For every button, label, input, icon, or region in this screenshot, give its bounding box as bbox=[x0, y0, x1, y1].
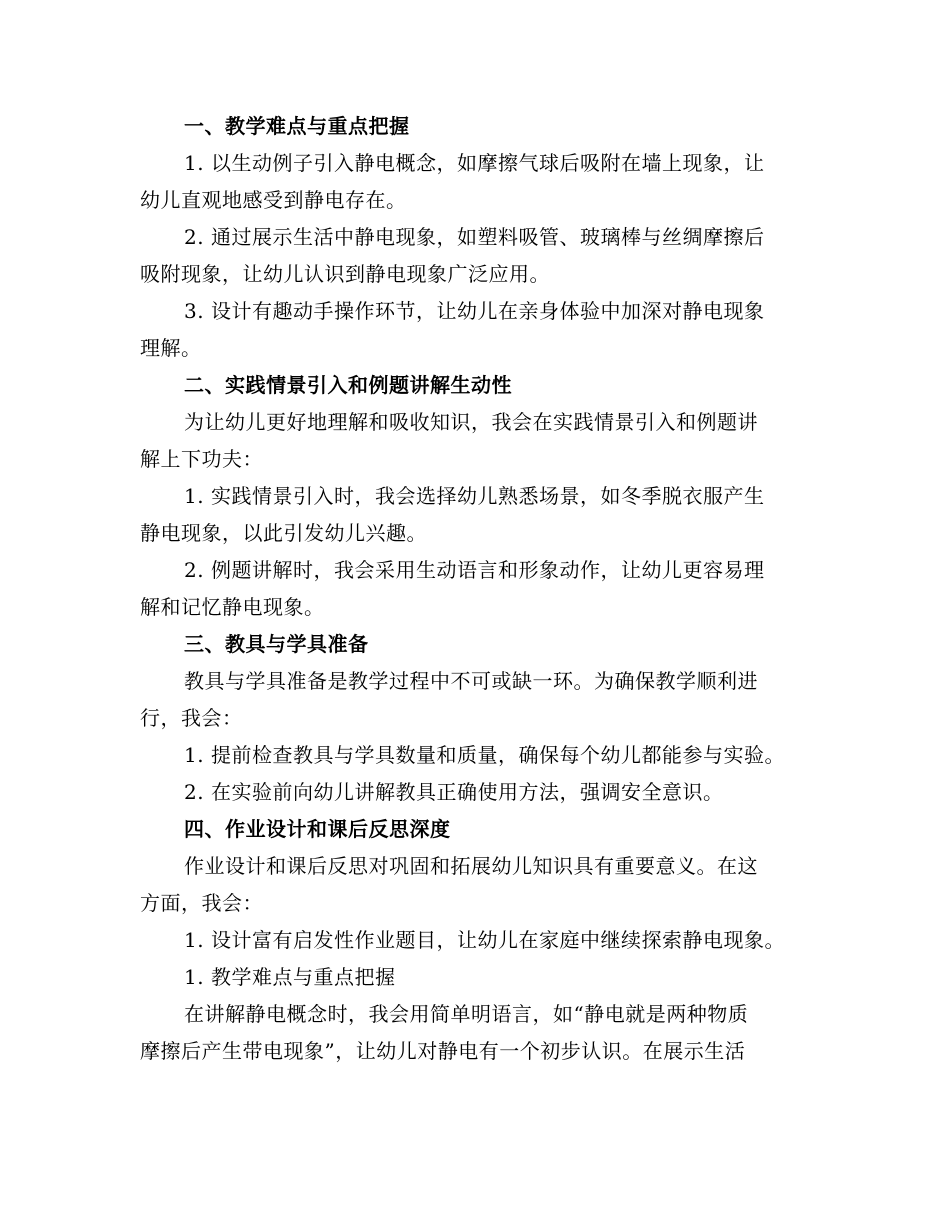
section-heading: 三、教具与学具准备 bbox=[184, 632, 369, 656]
section-heading: 一、教学难点与重点把握 bbox=[184, 114, 410, 138]
paragraph-line: 行，我会： bbox=[140, 706, 243, 730]
paragraph-line: 教具与学具准备是教学过程中不可或缺一环。为确保教学顺利进 bbox=[184, 669, 758, 693]
paragraph-line: 2. 通过展示生活中静电现象，如塑料吸管、玻璃棒与丝绸摩擦后 bbox=[184, 225, 765, 249]
section-heading: 四、作业设计和课后反思深度 bbox=[184, 817, 451, 841]
document-body bbox=[140, 108, 820, 1070]
paragraph-line: 1. 提前检查教具与学具数量和质量，确保每个幼儿都能参与实验。 bbox=[184, 743, 785, 767]
paragraph-line: 解和记忆静电现象。 bbox=[140, 595, 325, 619]
paragraph-line: 幼儿直观地感受到静电存在。 bbox=[140, 188, 407, 212]
paragraph-line: 1. 以生动例子引入静电概念，如摩擦气球后吸附在墙上现象，让 bbox=[184, 151, 765, 175]
paragraph-line: 理解。 bbox=[140, 336, 202, 360]
paragraph-line: 2. 在实验前向幼儿讲解教具正确使用方法，强调安全意识。 bbox=[184, 780, 724, 804]
paragraph-line: 吸附现象，让幼儿认识到静电现象广泛应用。 bbox=[140, 262, 550, 286]
paragraph-line: 在讲解静电概念时，我会用简单明语言，如“静电就是两种物质 bbox=[184, 1002, 749, 1026]
paragraph-line: 1. 教学难点与重点把握 bbox=[184, 965, 396, 989]
paragraph-line: 2. 例题讲解时，我会采用生动语言和形象动作，让幼儿更容易理 bbox=[184, 558, 765, 582]
paragraph-line: 作业设计和课后反思对巩固和拓展幼儿知识具有重要意义。在这 bbox=[184, 854, 758, 878]
paragraph-line: 解上下功夫： bbox=[140, 447, 263, 471]
paragraph-line: 摩擦后产生带电现象”，让幼儿对静电有一个初步认识。在展示生活 bbox=[140, 1039, 746, 1063]
paragraph-line: 为让幼儿更好地理解和吸收知识，我会在实践情景引入和例题讲 bbox=[184, 410, 758, 434]
paragraph-line: 静电现象，以此引发幼儿兴趣。 bbox=[140, 521, 427, 545]
paragraph-line: 1. 实践情景引入时，我会选择幼儿熟悉场景，如冬季脱衣服产生 bbox=[184, 484, 765, 508]
paragraph-line: 1. 设计富有启发性作业题目，让幼儿在家庭中继续探索静电现象。 bbox=[184, 928, 785, 952]
paragraph-line: 3. 设计有趣动手操作环节，让幼儿在亲身体验中加深对静电现象 bbox=[184, 299, 765, 323]
paragraph-line: 方面，我会： bbox=[140, 891, 263, 915]
section-heading: 二、实践情景引入和例题讲解生动性 bbox=[184, 373, 512, 397]
